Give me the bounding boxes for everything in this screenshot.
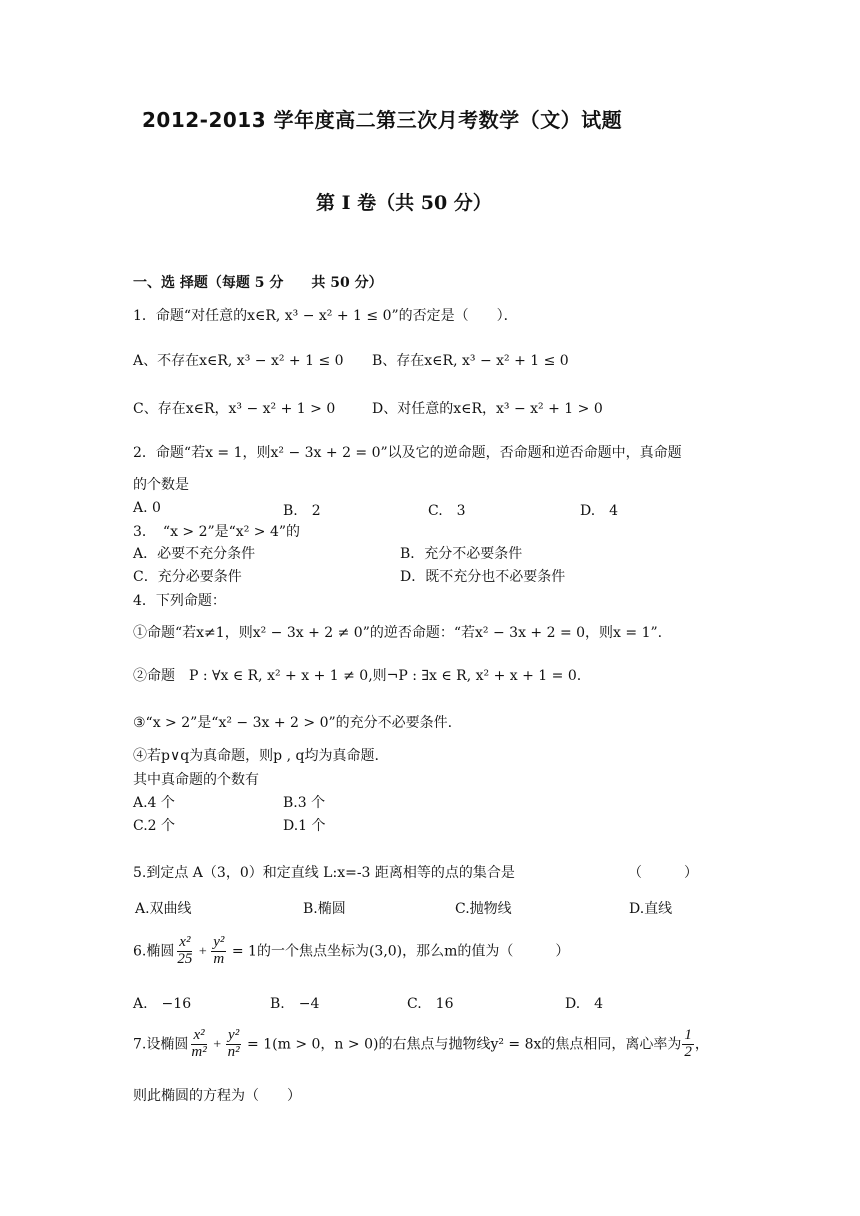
q6-option-d: D. 4 [565, 996, 604, 1012]
q6-post: = 1的一个焦点坐标为(3,0)，那么m的值为（ ） [227, 943, 570, 960]
q6-frac-x [175, 935, 194, 968]
q7-stem-line2: 则此椭圆的方程为（ ） [133, 1088, 301, 1104]
q5-option-b: B.椭圆 [303, 901, 346, 917]
q2-option-d: D. 4 [580, 503, 619, 519]
q4-statement-4: ④若p∨q为真命题，则p , q均为真命题. [133, 748, 379, 764]
q6-option-b: B. −4 [270, 996, 320, 1012]
q4-stem: 4．下列命题： [133, 593, 226, 609]
q4-statement-2: ②命题 P : ∀x ∈ R, x² + x + 1 ≠ 0,则¬P : ∃x ∈ R, x² + x + 1 = 0. [133, 668, 582, 684]
q1-option-c: C、存在x∈R，x³ − x² + 1 > 0 [133, 401, 336, 417]
q2-option-c: C. 3 [428, 503, 466, 519]
q1-option-d: D、对任意的x∈R，x³ − x² + 1 > 0 [372, 401, 603, 417]
q2-option-a: A. 0 [133, 500, 161, 516]
q4-option-a: A.4 个 [133, 795, 175, 811]
q2-option-b: B. 2 [283, 503, 321, 519]
q7-frac-x [189, 1028, 208, 1061]
q4-option-d: D.1 个 [283, 818, 326, 834]
q6-frac-x-num: x² [179, 934, 191, 950]
q7-frac-y [226, 1028, 242, 1061]
q7-pre: 7.设椭圆 [133, 1036, 189, 1053]
q6-frac-x-den: 25 [177, 950, 193, 967]
q1-option-b: B、存在x∈R, x³ − x² + 1 ≤ 0 [372, 353, 569, 369]
q4-ask: 其中真命题的个数有 [133, 772, 259, 788]
q7-stem: 7.设椭圆 $\frac{\text{x²}}{\text{m²}}$ + $\frac{\text{y²}}{\text{n²}}$ = 1(m > 0，n > 0)的右焦点与抛物线y² = 8x的焦点相同，离心率为 $\frac{1}{2}$ ， [133, 1027, 709, 1060]
q7-mid: = 1(m > 0，n > 0)的右焦点与抛物线y² = 8x的焦点相同，离心率为 [242, 1036, 682, 1053]
q5-stem: 5.到定点 A（3，0）和定直线 L:x=-3 距离相等的点的集合是 [133, 865, 515, 881]
q5-answer-paren: （ ） [628, 865, 698, 881]
q7-frac-x-den: m² [191, 1043, 207, 1060]
q5-option-c: C.抛物线 [455, 901, 512, 917]
q4-option-c: C.2 个 [133, 818, 176, 834]
q6-pre: 6.椭圆 [133, 943, 175, 960]
q5-option-d: D.直线 [629, 901, 673, 917]
q1-stem: 1．命题“对任意的x∈R, x³ − x² + 1 ≤ 0”的否定是（ ）． [133, 308, 518, 324]
q3-option-b: B．充分不必要条件 [400, 546, 523, 562]
q3-stem: 3． “x > 2”是“x² > 4”的 [133, 524, 301, 540]
q2-stem-line2: 的个数是 [133, 477, 189, 493]
q7-frac-e [682, 1028, 694, 1061]
q3-option-d: D．既不充分也不必要条件 [400, 569, 566, 585]
q4-statement-3: ③“x > 2”是“x² − 3x + 2 > 0”的充分不必要条件. [133, 715, 453, 731]
q4-statement-1: ①命题“若x≠1，则x² − 3x + 2 ≠ 0”的逆否命题：“若x² − 3x + 2 = 0，则x = 1”. [133, 625, 663, 641]
exam-title: 2012-2013 学年度高二第三次月考数学（文）试题 [142, 108, 623, 132]
q2-stem-line1: 2．命题“若x = 1，则x² − 3x + 2 = 0”以及它的逆命题，否命题和逆否命题中，真命题 [133, 445, 682, 461]
q6-frac-y-num: y² [213, 934, 225, 950]
q6-stem: 6.椭圆 $\frac{\text{x²}}{25}$ + $\frac{\text{y²}}{m}$ = 1的一个焦点坐标为(3,0)，那么m的值为（ ） [133, 934, 570, 967]
q7-frac-x-num: x² [193, 1027, 205, 1043]
q5-option-a: A.双曲线 [135, 901, 192, 917]
q3-option-a: A．必要不充分条件 [133, 546, 256, 562]
q7-frac-e-num: 1 [684, 1027, 692, 1043]
q7-frac-y-num: y² [228, 1027, 240, 1043]
q3-option-c: C．充分必要条件 [133, 569, 242, 585]
q6-option-c: C. 16 [407, 996, 454, 1012]
q6-option-a: A. −16 [133, 996, 192, 1012]
q1-option-a: A、不存在x∈R, x³ − x² + 1 ≤ 0 [133, 353, 344, 369]
q6-frac-y [211, 935, 226, 968]
q6-frac-y-den: m [213, 950, 225, 967]
q4-option-b: B.3 个 [283, 795, 326, 811]
q7-frac-y-den: n² [227, 1043, 240, 1060]
volume-heading: 第 I 卷（共 50 分） [316, 192, 492, 214]
q7-post: ， [694, 1036, 709, 1053]
q7-frac-e-den: 2 [684, 1043, 692, 1060]
section-heading: 一、选 择题（每题 5 分 共 50 分） [133, 275, 383, 291]
